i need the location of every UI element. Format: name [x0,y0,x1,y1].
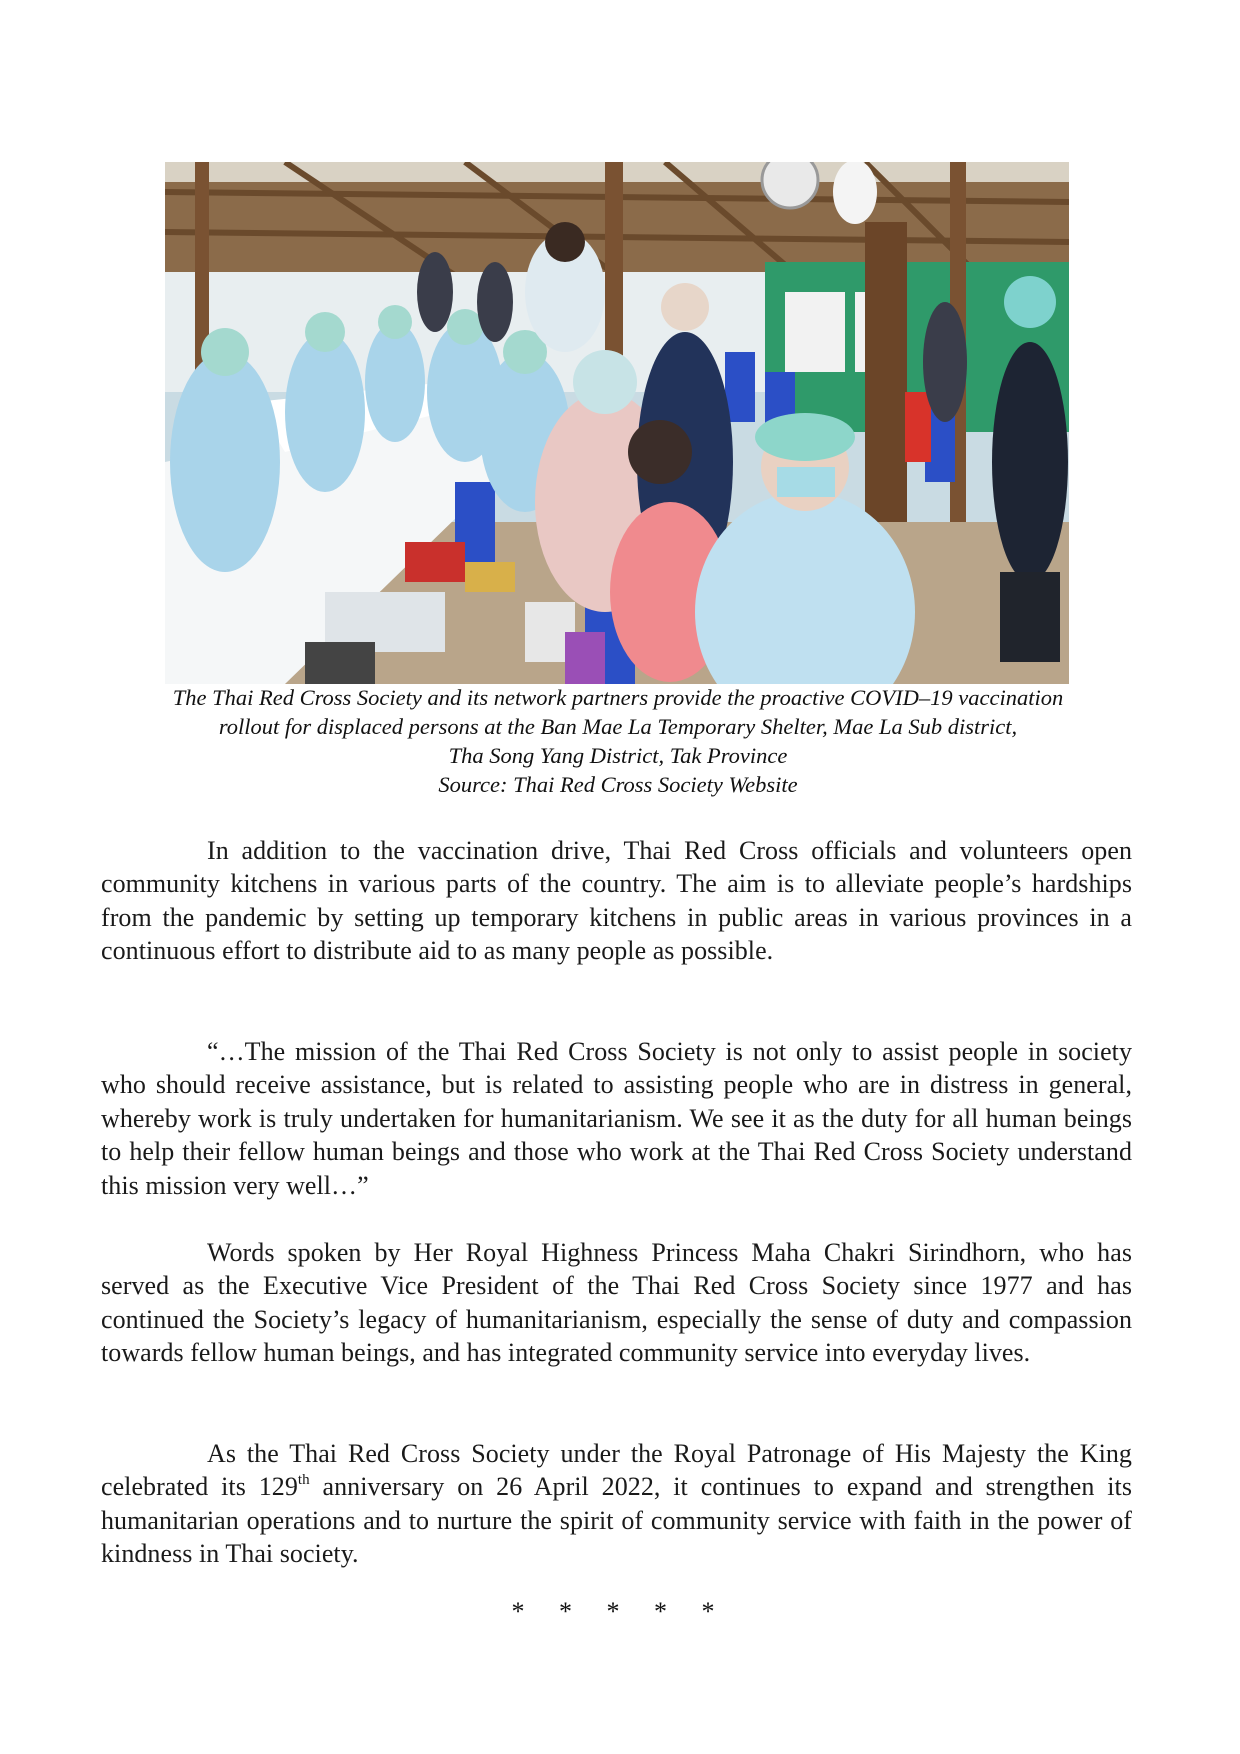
closing-asterisks: * * * * * [511,1597,729,1626]
caption-line-1: The Thai Red Cross Society and its network partners provide the proactive COVID–19 vaccination [172,685,1064,710]
paragraph-anniversary [101,1437,1132,1571]
paragraph-2-text: “…The mission of the Thai Red Cross Society is not only to assist people in society who should receive assistance, but is related to assisting people who are in distress in general, whereby work is truly undertaken for humanitarianism. We see it as the duty for all human beings to help their fellow human beings and those who work at the Thai Red Cross Society understand this mission very well…” [101,1037,1132,1200]
paragraph-4-text-start: As the Thai Red Cross Society under the Royal Patronage of His Majesty the King celebrated its 129 [101,1439,1132,1502]
caption-line-2: rollout for displaced persons at the Ban Mae La Temporary Shelter, Mae La Sub district, [218,714,1018,739]
photo-caption [100,683,1136,799]
paragraph-community-kitchens [101,834,1132,968]
vaccination-photo-illustration [165,162,1069,684]
caption-source: Source: Thai Red Cross Society Website [438,772,798,797]
paragraph-mission-quote [101,1035,1132,1202]
ordinal-suffix: th [297,1471,310,1488]
paragraph-3-text: Words spoken by Her Royal Highness Princess Maha Chakri Sirindhorn, who has served as the Executive Vice President of the Thai Red Cross Society since 1977 and has continued the Society’s legacy of humanitarianism, especially the sense of duty and compassion towards fellow human beings, and has integrated community service into everyday lives. [101,1238,1132,1368]
paragraph-princess-words [101,1236,1132,1370]
paragraph-1-text: In addition to the vaccination drive, Thai Red Cross officials and volunteers open community kitchens in various parts of the country. The aim is to alleviate people’s hardships from the pandemic by setting up temporary kitchens in public areas in various provinces in a continuous effort to distribute aid to as many people as possible. [101,836,1132,966]
vaccination-photo [165,162,1069,684]
caption-line-3: Tha Song Yang District, Tak Province [448,743,788,768]
paragraph-4-text-end: anniversary on 26 April 2022, it continues to expand and strengthen its humanitarian operations and to nurture the spirit of community service with faith in the power of kindness in Thai society. [101,1472,1132,1569]
